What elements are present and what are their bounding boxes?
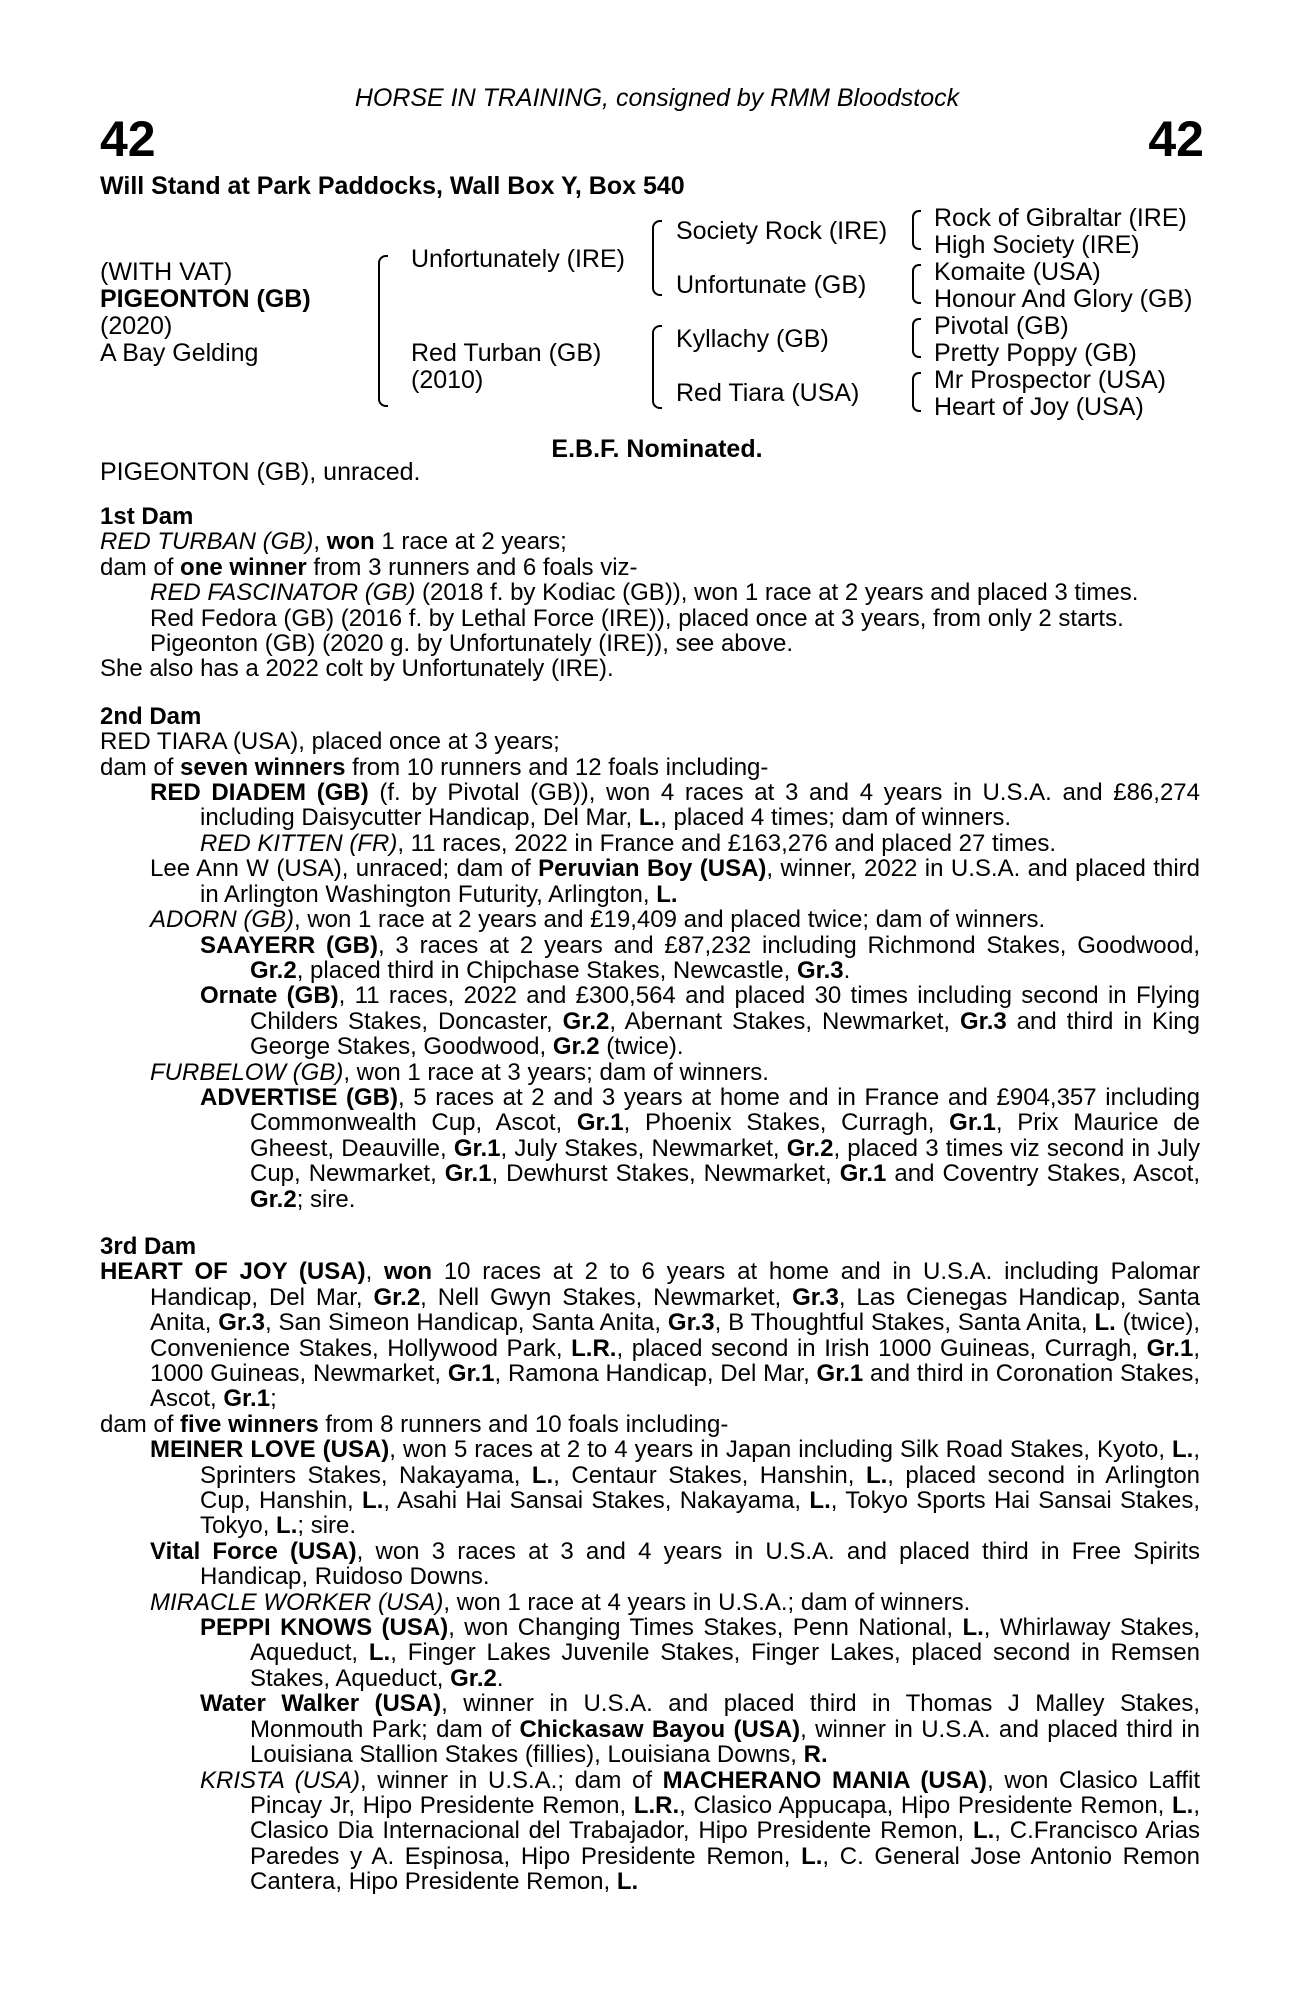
pedigree-dam-sire: Kyllachy (GB)	[676, 325, 829, 353]
pedigree-dam: Red Turban (GB)	[411, 339, 602, 367]
pedigree-ggp: Honour And Glory (GB)	[934, 285, 1193, 313]
entry-vital-force: Vital Force (USA), won 3 races at 3 and 4 years in U.S.A. and placed third in Free Spirits Handicap, Ruidoso Downs.	[150, 1537, 1200, 1591]
first-dam-record: RED TURBAN (GB), won 1 race at 2 years;	[100, 528, 567, 556]
pedigree-brace-dam	[652, 325, 662, 409]
pedigree-dam-dam: Red Tiara (USA)	[676, 379, 860, 407]
pedigree-brace-ggp4	[912, 372, 921, 412]
pedigree-brace-ggp1	[912, 210, 921, 250]
first-dam-also: She also has a 2022 colt by Unfortunately (IRE).	[100, 655, 614, 683]
entry-saayerr: SAAYERR (GB), 3 races at 2 years and £87,232 including Richmond Stakes, Goodwood, Gr.2, placed third in Chipchase Stakes, Newcastle, Gr.3.	[200, 931, 1200, 984]
pedigree-brace-ggp2	[912, 264, 921, 304]
pedigree-ggp: Pretty Poppy (GB)	[934, 339, 1137, 367]
horse-name: PIGEONTON (GB)	[100, 285, 311, 313]
raced-note: PIGEONTON (GB), unraced.	[100, 458, 421, 486]
pedigree-ggp: Rock of Gibraltar (IRE)	[934, 204, 1187, 232]
pedigree-dam-year: (2010)	[411, 366, 484, 394]
second-dam-record: RED TIARA (USA), placed once at 3 years;	[100, 728, 560, 756]
entry-krista: KRISTA (USA), winner in U.S.A.; dam of MACHERANO MANIA (USA), won Clasico Laffit Pincay Jr, Hipo Presidente Remon, L.R., Clasico Appucapa, Hipo Presidente Remon, L., Clasico Dia Internacional del Trabajador, Hipo Presidente Remon, L., C.Francisco Arias Paredes y A. Espinosa, Hipo Presidente Remon, L., C. General Jose Antonio Remon Cantera, Hipo Presidente Remon, L.	[200, 1766, 1201, 1896]
third-dam-heading: 3rd Dam	[100, 1232, 197, 1260]
pedigree-sire-sire: Society Rock (IRE)	[676, 217, 888, 245]
vat-note: (WITH VAT)	[100, 258, 233, 286]
third-dam-produce: dam of five winners from 8 runners and 10 foals including-	[100, 1410, 729, 1438]
ebf-nominated: E.B.F. Nominated.	[551, 435, 763, 463]
offspring-line: Red Fedora (GB) (2016 f. by Lethal Force (IRE)), placed once at 3 years, from only 2 starts.	[150, 604, 1124, 632]
pedigree-ggp: Mr Prospector (USA)	[934, 366, 1166, 394]
entry-red-diadem: RED DIADEM (GB) (f. by Pivotal (GB)), won 4 races at 3 and 4 years in U.S.A. and £86,274 including Daisycutter Handicap, Del Mar, L., placed 4 times; dam of winners.	[150, 779, 1200, 832]
pedigree-ggp: Komaite (USA)	[934, 258, 1101, 286]
entry-ornate: Ornate (GB), 11 races, 2022 and £300,564 and placed 30 times including second in Flying Childers Stakes, Doncaster, Gr.2, Abernant Stakes, Newmarket, Gr.3 and third in King George Stakes, Goodwood, Gr.2 (twice).	[200, 982, 1200, 1061]
first-dam-heading: 1st Dam	[100, 503, 194, 530]
offspring-line: RED FASCINATOR (GB) (2018 f. by Kodiac (GB)), won 1 race at 2 years and placed 3 times.	[150, 579, 1139, 607]
entry-adorn: ADORN (GB), won 1 race at 2 years and £19,409 and placed twice; dam of winners.	[150, 906, 1046, 934]
pedigree-ggp: Pivotal (GB)	[934, 312, 1069, 340]
consignment-header: HORSE IN TRAINING, consigned by RMM Bloodstock	[354, 84, 960, 112]
entry-advertise: ADVERTISE (GB), 5 races at 2 and 3 years at home and in France and £904,357 including Commonwealth Cup, Ascot, Gr.1, Phoenix Stakes, Curragh, Gr.1, Prix Maurice de Gheest, Deauville, Gr.1, July Stakes, Newmarket, Gr.2, placed 3 times viz second in July Cup, Newmarket, Gr.1, Dewhurst Stakes, Newmarket, Gr.1 and Coventry Stakes, Ascot, Gr.2; sire.	[200, 1083, 1200, 1213]
entry-heart-of-joy: HEART OF JOY (USA), won 10 races at 2 to 6 years at home and in U.S.A. including Palomar Handicap, Del Mar, Gr.2, Nell Gwyn Stakes, Newmarket, Gr.3, Las Cienegas Handicap, Santa Anita, Gr.3, San Simeon Handicap, Santa Anita, Gr.3, B Thoughtful Stakes, Santa Anita, L. (twice), Convenience Stakes, Hollywood Park, L.R., placed second in Irish 1000 Guineas, Curragh, Gr.1, 1000 Guineas, Newmarket, Gr.1, Ramona Handicap, Del Mar, Gr.1 and third in Coronation Stakes, Ascot, Gr.1;	[100, 1258, 1201, 1413]
entry-miracle-worker: MIRACLE WORKER (USA), won 1 race at 4 years in U.S.A.; dam of winners.	[150, 1588, 971, 1616]
entry-red-kitten: RED KITTEN (FR), 11 races, 2022 in France and £163,276 and placed 27 times.	[200, 829, 1056, 857]
entry-furbelow: FURBELOW (GB), won 1 race at 3 years; dam of winners.	[150, 1058, 769, 1086]
offspring-line: Pigeonton (GB) (2020 g. by Unfortunately (IRE)), see above.	[150, 630, 793, 658]
pedigree-brace-main	[378, 255, 388, 407]
entry-lee-ann: Lee Ann W (USA), unraced; dam of Peruvian Boy (USA), winner, 2022 in U.S.A. and placed third in Arlington Washington Futurity, Arlington, L.	[150, 855, 1200, 908]
stand-location: Will Stand at Park Paddocks, Wall Box Y, Box 540	[100, 172, 685, 200]
second-dam-heading: 2nd Dam	[100, 702, 202, 730]
pedigree-ggp: Heart of Joy (USA)	[934, 393, 1144, 421]
first-dam-produce: dam of one winner from 3 runners and 6 foals viz-	[100, 553, 638, 581]
catalogue-body	[100, 504, 1200, 1895]
pedigree-sire: Unfortunately (IRE)	[411, 245, 625, 273]
pedigree-ggp: High Society (IRE)	[934, 231, 1140, 259]
lot-number-left: 42	[100, 111, 156, 167]
entry-water-walker: Water Walker (USA), winner in U.S.A. and placed third in Thomas J Malley Stakes, Monmouth Park; dam of Chickasaw Bayou (USA), winner in U.S.A. and placed third in Louisiana Stallion Stakes (fillies), Louisiana Downs, R.	[200, 1690, 1201, 1769]
entry-meiner-love: MEINER LOVE (USA), won 5 races at 2 to 4 years in Japan including Silk Road Stakes, Kyoto, L., Sprinters Stakes, Nakayama, L., Centaur Stakes, Hanshin, L., placed second in Arlington Cup, Hanshin, L., Asahi Hai Sansai Stakes, Nakayama, L., Tokyo Sports Hai Sansai Stakes, Tokyo, L.; sire.	[150, 1436, 1201, 1540]
lot-number-right: 42	[1148, 111, 1204, 167]
entry-peppi-knows: PEPPI KNOWS (USA), won Changing Times Stakes, Penn National, L., Whirlaway Stakes, Aqueduct, L., Finger Lakes Juvenile Stakes, Finger Lakes, placed second in Remsen Stakes, Aqueduct, Gr.2.	[200, 1614, 1201, 1692]
second-dam-produce: dam of seven winners from 10 runners and 12 foals including-	[100, 753, 769, 781]
pedigree-brace-sire	[652, 220, 662, 296]
pedigree-brace-ggp3	[912, 318, 921, 358]
horse-year: (2020)	[100, 312, 173, 340]
horse-description: A Bay Gelding	[100, 339, 259, 367]
pedigree-sire-dam: Unfortunate (GB)	[676, 271, 867, 299]
